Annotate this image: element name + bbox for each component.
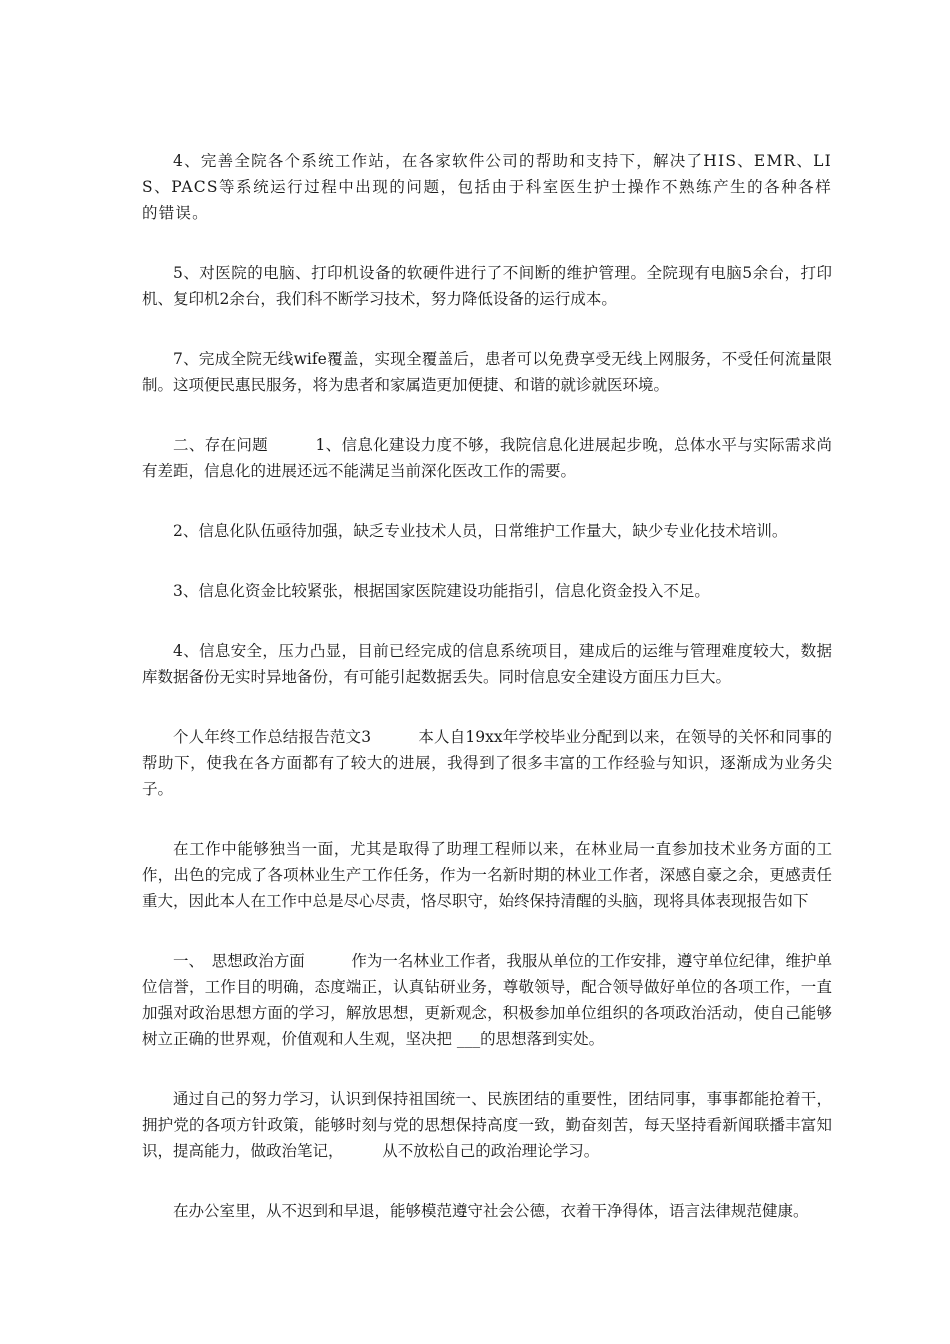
paragraph-wireless-coverage: 7、完成全院无线wife覆盖，实现全覆盖后，患者可以免费享受无线上网服务，不受任何流量限制。这项便民惠民服务，将为患者和家属造更加便捷、和谐的就诊就医环境。 (142, 350, 832, 394)
paragraph-information-security: 4、信息安全，压力凸显，目前已经完成的信息系统项目，建成后的运维与管理难度较大，数据库数据备份无实时异地备份，有可能引起数据丢失。同时信息安全建设方面压力巨大。 (142, 642, 832, 686)
paragraph-existing-problems: 二、存在问题 1、信息化建设力度不够，我院信息化进展起步晚，总体水平与实际需求尚有差距，信息化的进展还远不能满足当前深化医改工作的需要。 (142, 436, 832, 480)
paragraph-sample-3-intro: 个人年终工作总结报告范文3 本人自19xx年学校毕业分配到以来，在领导的关怀和同事的帮助下，使我在各方面都有了较大的进展，我得到了很多丰富的工作经验与知识，逐渐成为业务尖子。 (142, 728, 832, 798)
paragraph-equipment-maintenance: 5、对医院的电脑、打印机设备的软硬件进行了不间断的维护管理。全院现有电脑5余台，打印机、复印机2余台，我们科不断学习技术，努力降低设备的运行成本。 (142, 264, 832, 308)
paragraph-study-learning: 通过自己的努力学习，认识到保持祖国统一、民族团结的重要性，团结同事，事事都能抢着干，拥护党的各项方针政策，能够时刻与党的思想保持高度一致，勤奋刻苦，每天坚持看新闻联播丰富知识，提高能力，做政治笔记， 从不放松自己的政治理论学习。 (142, 1090, 832, 1160)
paragraph-funding: 3、信息化资金比较紧张，根据国家医院建设功能指引，信息化资金投入不足。 (173, 582, 710, 600)
paragraph-team-staffing: 2、信息化队伍亟待加强，缺乏专业技术人员，日常维护工作量大，缺少专业化技术培训。 (173, 522, 788, 540)
paragraph-office-conduct: 在办公室里，从不迟到和早退，能够模范遵守社会公德，衣着干净得体，语言法律规范健康。 (173, 1202, 809, 1220)
document-body (142, 148, 832, 1258)
paragraph-system-workstations: 4、完善全院各个系统工作站，在各家软件公司的帮助和支持下，解决了HIS、EMR、LIS、PACS等系统运行过程中出现的问题，包括由于科室医生护士操作不熟练产生的各种各样的错误。 (142, 152, 832, 222)
paragraph-political-thought: 一、 思想政治方面 作为一名林业工作者，我服从单位的工作安排，遵守单位纪律，维护单位信誉，工作目的明确，态度端正，认真钻研业务，尊敬领导，配合领导做好单位的各项工作，一直加强对政治思想方面的学习，解放思想，更新观念，积极参加单位组织的各项政治活动，使自己能够树立正确的世界观，价值观和人生观，坚决把 ___的思想落到实处。 (142, 952, 832, 1048)
paragraph-work-performance: 在工作中能够独当一面，尤其是取得了助理工程师以来，在林业局一直参加技术业务方面的工作，出色的完成了各项林业生产工作任务，作为一名新时期的林业工作者，深感自豪之余，更感责任重大，因此本人在工作中总是尽心尽责，恪尽职守，始终保持清醒的头脑，现将具体表现报告如下 (142, 840, 832, 910)
